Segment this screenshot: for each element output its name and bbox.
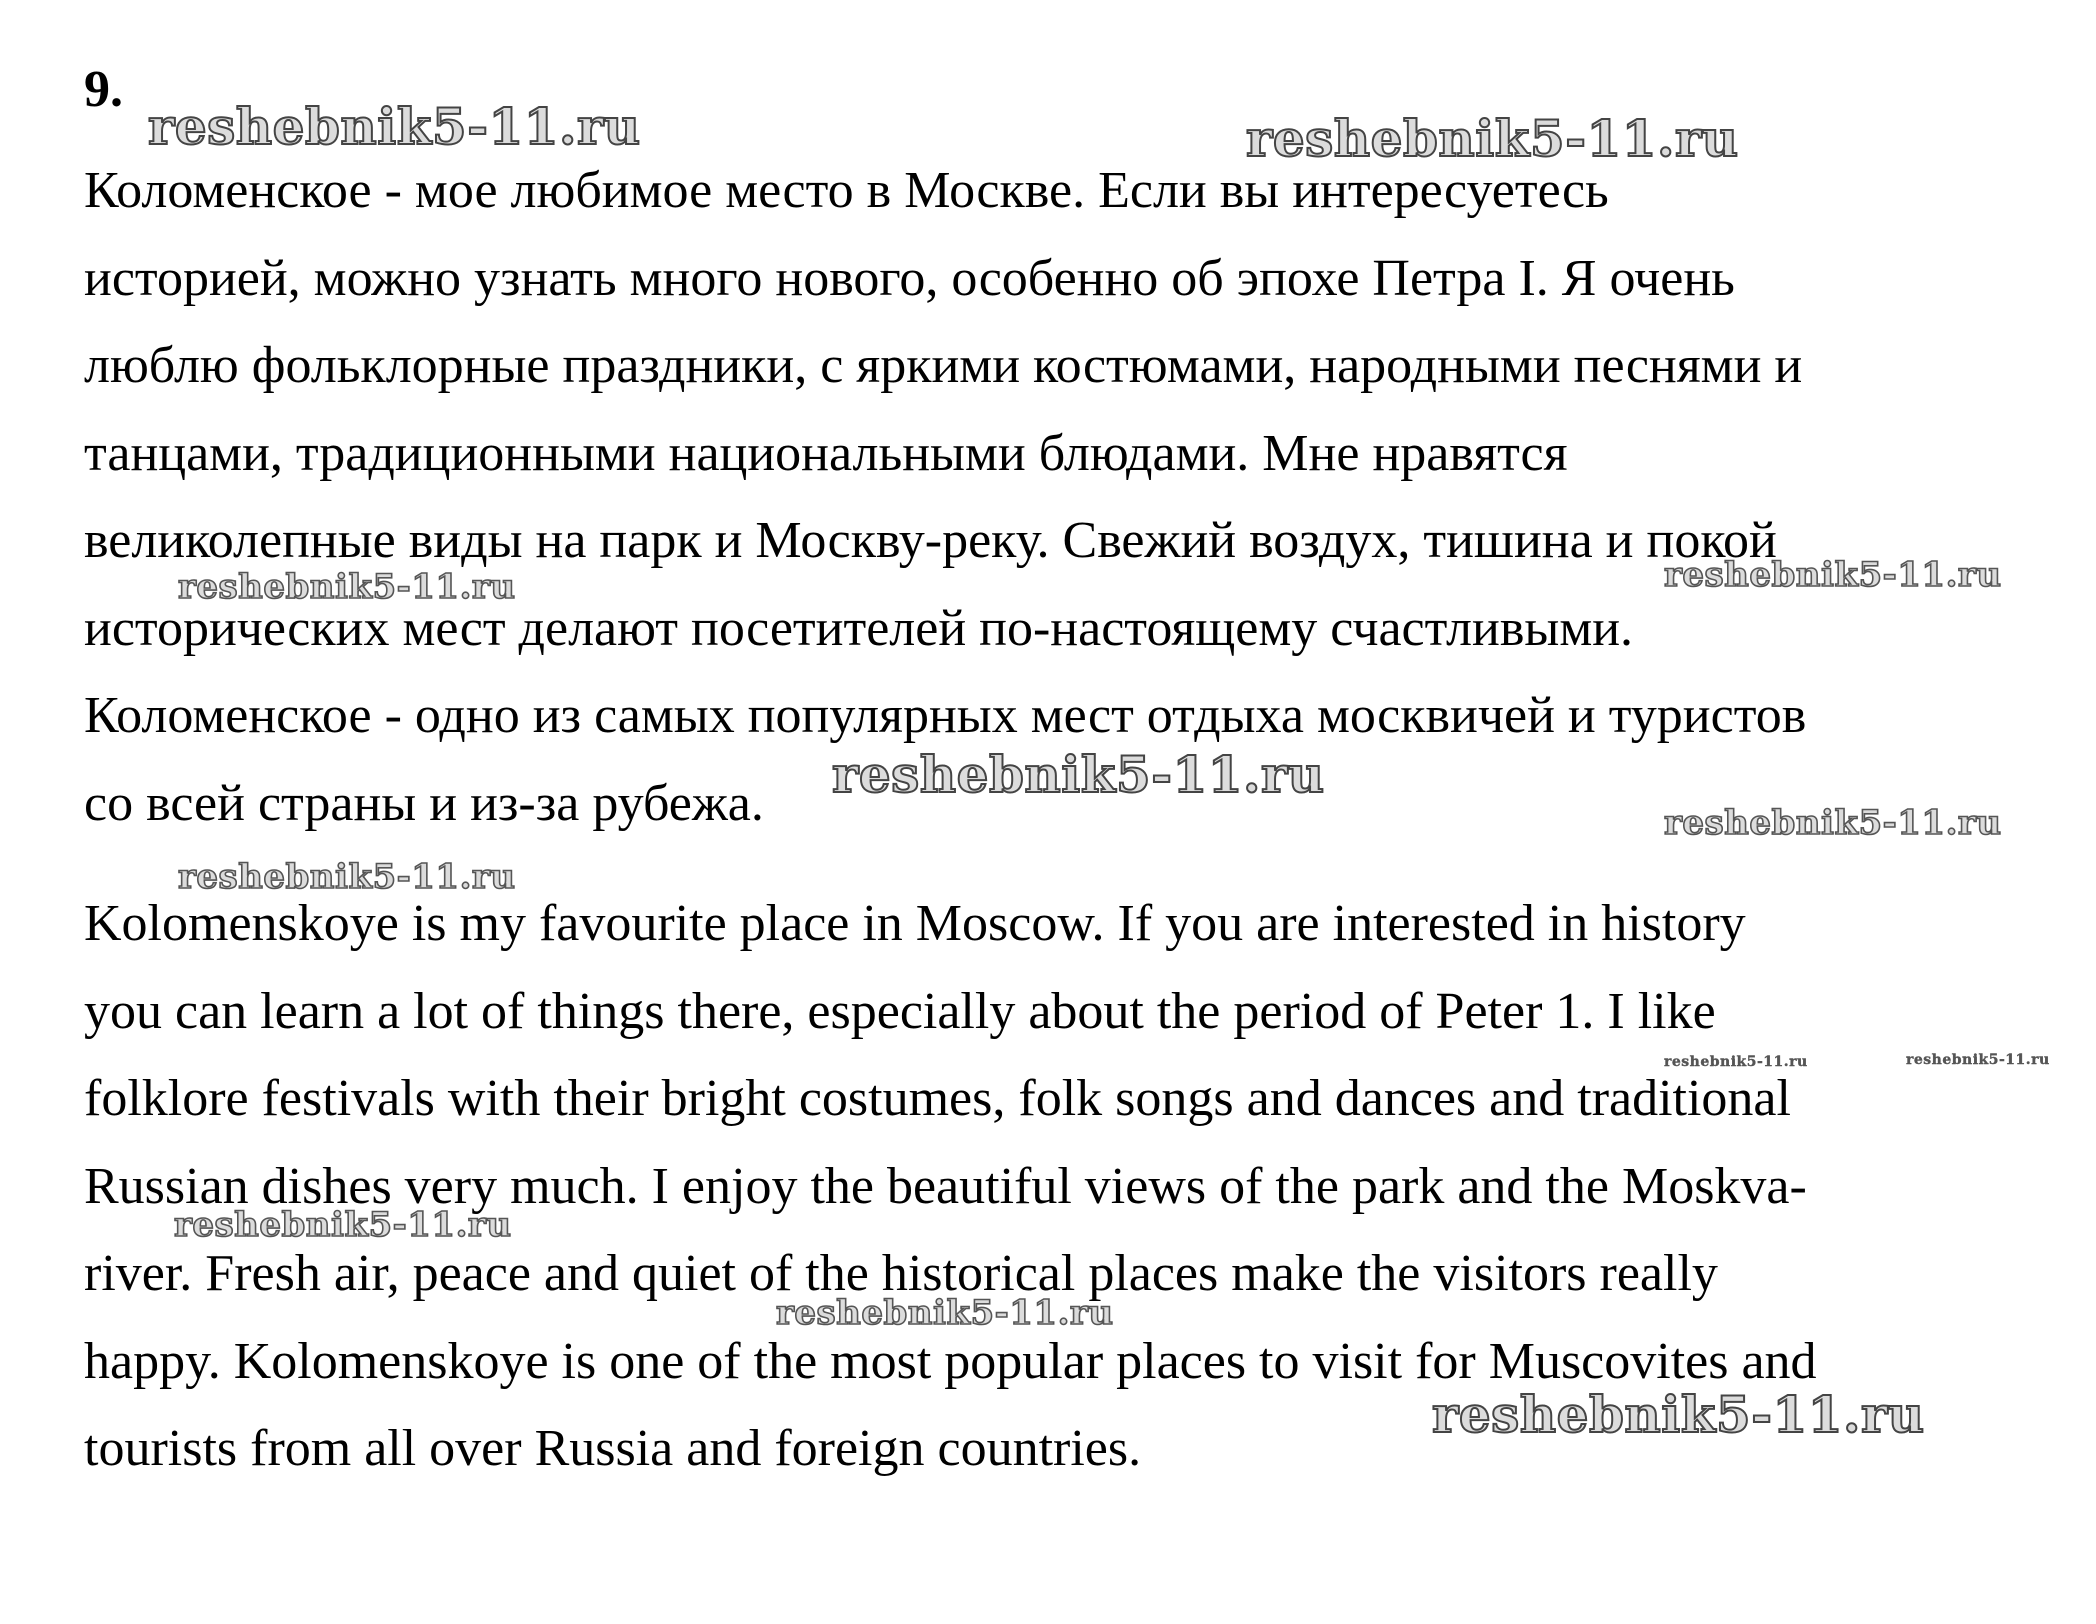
text-line: Коломенское - мое любимое место в Москве. Если вы интересуетесь xyxy=(84,162,1609,219)
watermark: reshebnik5-11.ru xyxy=(1664,555,2002,595)
text-line: you can learn a lot of things there, especially about the period of Peter 1. I like xyxy=(84,982,1716,1040)
text-line: tourists from all over Russia and foreign countries. xyxy=(84,1420,1142,1477)
watermark: reshebnik5-11.ru xyxy=(1432,1385,1925,1444)
watermark: reshebnik5-11.ru xyxy=(776,1293,1114,1333)
text-line: happy. Kolomenskoye is one of the most popular places to visit for Muscovites and xyxy=(84,1332,1817,1390)
text-line: Kolomenskoye is my favourite place in Moscow. If you are interested in history xyxy=(84,895,1746,952)
text-line: историей, можно узнать много нового, особенно об эпохе Петра I. Я очень xyxy=(84,249,1735,307)
watermark: reshebnik5-11.ru xyxy=(178,567,516,607)
text-line: люблю фольклорные праздники, с яркими костюмами, народными песнями и xyxy=(84,337,1803,394)
text-line: исторических мест делают посетителей по-настоящему счастливыми. xyxy=(84,599,1634,657)
text-line: великолепные виды на парк и Москву-реку. Свежий воздух, тишина и покой xyxy=(84,512,1777,569)
text-line: Russian dishes very much. I enjoy the beautiful views of the park and the Moskva- xyxy=(84,1157,1807,1215)
text-line: folklore festivals with their bright costumes, folk songs and dances and traditional xyxy=(84,1070,1791,1127)
watermark: reshebnik5-11.ru xyxy=(178,857,516,897)
task-number: 9. xyxy=(84,61,123,118)
watermark: reshebnik5-11.ru xyxy=(1664,1054,1808,1070)
russian-paragraph xyxy=(84,147,2044,847)
text-line: river. Fresh air, peace and quiet of the historical places make the visitors really xyxy=(84,1245,1718,1302)
text-line: со всей страны и из-за рубежа. xyxy=(84,774,764,832)
text-line: Коломенское - одно из самых популярных мест отдыха москвичей и туристов xyxy=(84,687,1807,744)
text-line: танцами, традиционными национальными блюдами. Мне нравятся xyxy=(84,424,1568,482)
watermark: reshebnik5-11.ru xyxy=(1664,803,2002,843)
watermark: reshebnik5-11.ru xyxy=(174,1205,512,1245)
watermark: reshebnik5-11.ru xyxy=(832,745,1325,804)
watermark: reshebnik5-11.ru xyxy=(1246,109,1739,168)
watermark: reshebnik5-11.ru xyxy=(1906,1052,2050,1068)
watermark: reshebnik5-11.ru xyxy=(148,97,641,156)
